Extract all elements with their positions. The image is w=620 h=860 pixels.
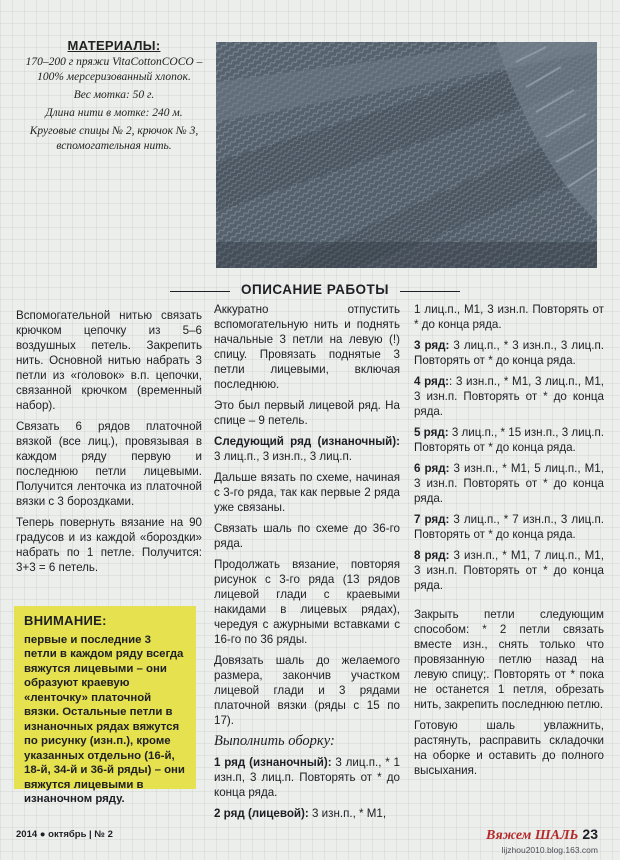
frill-row-4 (414, 374, 604, 419)
frill-row-6-label: 6 ряд: (414, 462, 450, 475)
frill-row-7-label: 7 ряд: (414, 513, 450, 526)
step-blocking: Готовую шаль увлажнить, растянуть, расправить складочки на оборке и оставить до полного высыхания. (414, 719, 604, 777)
frill-row-1-text: 3 лиц.п., * 1 изн.п, 3 лиц.п. Повторять от * до конца ряда. (214, 756, 400, 799)
materials-weight: Вес мотка: 50 г. (73, 89, 155, 101)
frill-heading: Выполнить оборку: (214, 733, 335, 749)
step-finish: Довязать шаль до желаемого размера, закончив участком лицевой глади и 3 рядами платочной вязки (ряды с 15 по 17). (214, 654, 400, 727)
step-garter: Связать 6 рядов платочной вязкой (все лиц.), провязывая в каждом ряду первую и последнюю петли лицевыми. Получится ленточка из платочной вязки с 3 бороздками. (16, 420, 202, 508)
column-3 (414, 302, 604, 784)
frill-row-3-text: 3 лиц.п., * 3 изн.п., 3 лиц.п. Повторять от * до конца ряда. (414, 339, 604, 367)
next-row-label: Следующий ряд (изнаночный): (214, 435, 400, 448)
materials-tools: Круговые спицы № 2, крючок № 3, вспомогательная нить. (29, 125, 199, 152)
materials-yarn: 170–200 г пряжи VitaCottonCOCO – 100% мерсеризованный хлопок. (25, 56, 203, 83)
step-chart: Дальше вязать по схеме, начиная с 3-го ряда, так как первые 2 ряда уже связаны. (214, 471, 400, 514)
materials-block (18, 38, 210, 157)
step-release: Аккуратно отпустить вспомогательную нить и поднять начальные 3 петли на левую (!) спицу. Провязать поднятые 3 петли лицевыми, включая последнюю. (214, 303, 400, 391)
step-repeat: Продолжать вязание, повторяя рисунок с 3-го ряда (13 рядов лицевой глади с краевыми накидами в лицевых рядах), чередуя с ажурными вставками с 16-го по 36 ряды. (214, 558, 400, 646)
magazine-footer (486, 826, 598, 844)
step-to-36: Связать шаль по схеме до 36-го ряда. (214, 522, 400, 550)
frill-row-2-text: 3 изн.п., * М1, (308, 807, 387, 820)
frill-row-7 (414, 512, 604, 542)
frill-row-6-text: 3 изн.п., * М1, 5 лиц.п., М1, 3 изн.п. Повторять от * до конца ряда. (414, 462, 604, 505)
heading-rule-right (400, 291, 460, 292)
frill-row-7-text: 3 лиц.п., * 7 изн.п., 3 лиц.п. Повторять от * до конца ряда. (414, 513, 604, 541)
frill-row-5-text: 3 лиц.п., * 15 изн.п., 3 лиц.п. Повторять от * до конца ряда. (414, 426, 605, 454)
frill-row-3-label: 3 ряд: (414, 339, 450, 352)
materials-title: МАТЕРИАЛЫ: (67, 38, 161, 53)
frill-row-8 (414, 548, 604, 593)
frill-row-8-text: 3 изн.п., * М1, 7 лиц.п., М1, 3 изн.п. Повторять от * до конца ряда. (414, 549, 604, 592)
frill-row-6 (414, 461, 604, 506)
section-title: ОПИСАНИЕ РАБОТЫ (240, 282, 389, 297)
attention-title: ВНИМАНИЕ: (24, 613, 107, 628)
attention-text: первые и последние 3 петли в каждом ряду всегда вяжутся лицевыми – они образуют краевую «ленточку» платочной вязки. Остальные петли в изнаночных рядах вяжутся по рисунку (изн.п.), кроме указанных отдельно (16-й, 18-й, 34-й и 36-й ряды) – они вяжутся лицевыми в изнаночном ряду. (24, 633, 185, 805)
frill-row-5 (414, 425, 604, 455)
step-first-row: Это был первый лицевой ряд. На спице – 9 петель. (214, 399, 400, 427)
frill-row-2 (214, 806, 400, 821)
step-chain: Вспомогательной нитью связать крючком цепочку из 5–6 воздушных петель. Закрепить нить. Основной нитью набрать 3 петли из «головок» в.п. цепочки, связанной крючком (временный набор). (16, 309, 202, 412)
frill-row-1-label: 1 ряд (изнаночный): (214, 756, 332, 769)
magazine-title: Вяжем ШАЛЬ (486, 828, 579, 843)
frill-row-1 (214, 755, 400, 800)
frill-row-2-label: 2 ряд (лицевой): (214, 807, 309, 820)
frill-row-4-label: 4 ряд: (414, 375, 450, 388)
section-heading (170, 282, 460, 300)
step-pickup: Теперь повернуть вязание на 90 градусов и из каждой «бороздки» набрать по 1 петле. Получится: 3+3 = 6 петель. (16, 516, 202, 574)
frill-row-8-label: 8 ряд: (414, 549, 450, 562)
frill-row-5-label: 5 ряд: (414, 426, 449, 439)
frill-row-3 (414, 338, 604, 368)
issue-info: 2014 ● октябрь | № 2 (16, 829, 113, 840)
watermark: lijzhou2010.blog.163.com (501, 845, 598, 855)
step-next-row (214, 434, 400, 464)
frill-row-2-cont: 1 лиц.п., М1, 3 изн.п. Повторять от * до конца ряда. (414, 303, 604, 331)
frill-row-4-text: : 3 изн.п., * М1, 3 лиц.п., М1, 3 изн.п. Повторять от * до конца ряда. (414, 375, 604, 418)
column-2 (214, 302, 400, 827)
shawl-photo (216, 42, 597, 268)
heading-rule-left (170, 291, 230, 292)
next-row-text: 3 лиц.п., 3 изн.п., 3 лиц.п. (214, 450, 353, 463)
column-1 (16, 308, 202, 581)
materials-length: Длина нити в мотке: 240 м. (45, 107, 183, 119)
attention-box (14, 606, 196, 805)
page-number: 23 (582, 826, 598, 842)
step-bind-off: Закрыть петли следующим способом: * 2 петли связать вместе изн., снять только что провязанную петлю назад на левую спицу;. Повторять от * пока не останется 1 петля, обрезать нить, закрепить последнюю петлю. (414, 608, 604, 711)
